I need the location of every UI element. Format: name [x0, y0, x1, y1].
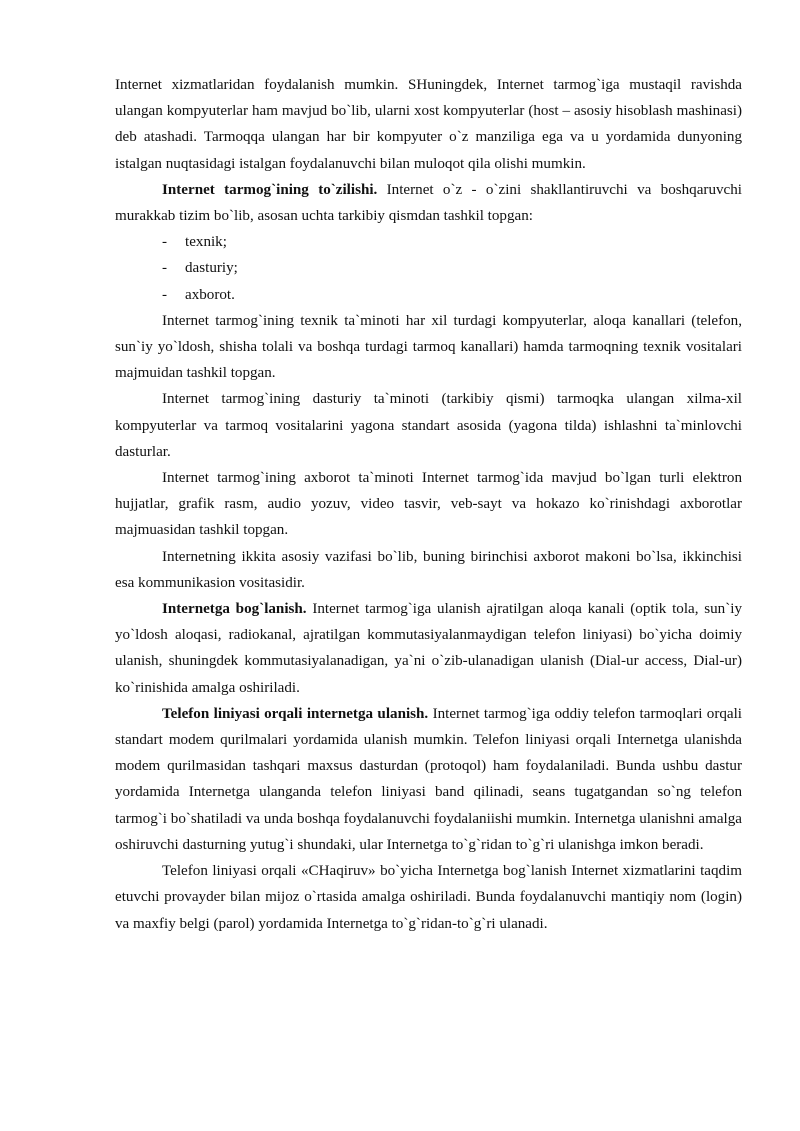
dash-marker: - [162, 286, 168, 303]
paragraph-internet-connection-body: Internet tarmog`iga ulanish ajratilgan aloqa kanali (optik tola, sun`iy yo`ldosh aloqasi, radiokanal, ajratilgan kommutasiyalanmaydigan telefon liniyasi) bo`yicha doimiy ulanish, shuningdek kommutasiyalanadigan, ya`ni o`zib-ulanadigan ulanish (Dial-ur access, Dial-ur) ko`rinishida amalga oshiriladi. [115, 601, 742, 696]
paragraph-phone-line-connection [115, 701, 742, 858]
paragraph-information-support: Internet tarmog`ining axborot ta`minoti Internet tarmog`ida mavjud bo`lgan turli elektron hujjatlar, grafik rasm, audio yozuv, video tasvir, veb-sayt va hokazo ko`rinishdagi axborotlar majmuasidan tashkil topgan. [115, 470, 742, 539]
paragraph-internet-structure [115, 177, 742, 229]
paragraph-dial-up-connection: Telefon liniyasi orqali «CHaqiruv» bo`yicha Internetga bog`lanish Internet xizmatlarini taqdim etuvchi provayder bilan mijoz o`rtasida amalga oshiriladi. Bunda foydalanuvchi mantiqiy nom (login) va maxfiy belgi (parol) yordamida Internetga to`g`ridan-to`g`ri ulanadi. [115, 863, 742, 932]
list-item [115, 282, 742, 308]
list-item-text: texnik; [185, 234, 227, 251]
heading-internet-structure: Internet tarmog`ining to`zilishi. [162, 181, 378, 198]
paragraph-technical-support: Internet tarmog`ining texnik ta`minoti har xil turdagi kompyuterlar, aloqa kanallari (telefon, sun`iy yo`ldosh, shisha tolali va boshqa turdagi tarmoq kanallari) hamda tarmoqning texnik vositalari majmuidan tashkil topgan. [115, 312, 742, 382]
list-item [115, 255, 742, 281]
list-item [115, 229, 742, 255]
list-item-text: dasturiy; [185, 260, 238, 277]
components-list [115, 229, 742, 308]
document-page [115, 72, 742, 937]
paragraph-internet-services: Internet xizmatlaridan foydalanish mumkin. SHuningdek, Internet tarmog`iga mustaqil ravishda ulangan kompyuterlar ham mavjud bo`lib, ularni xost kompyuterlar (host – asosiy hisoblash mashinasi) deb atashadi. Tarmoqqa ulangan har bir kompyuter o`z manziliga ega va u yordamida dunyoning istalgan nuqtasidagi istalgan foydalanuvchi bilan muloqot qila olishi mumkin. [115, 77, 742, 172]
paragraph-phone-line-connection-body: Internet tarmog`iga oddiy telefon tarmoqlari orqali standart modem qurilmalari yordamida ulanish mumkin. Telefon liniyasi orqali Internetga ulanishda modem qurilmasidan tashqari maxsus dasturdan (protoqol) ham foydalaniladi. Bunda ushbu dastur yordamida Internetga ulanganda telefon liniyasi band qilinadi, seans tugatgandan so`ng telefon tarmog`i bo`shatiladi va unda boshqa foydalanuvchi foydalaniishi mumkin. Internetga ulanishni amalga oshiruvchi dasturning yutug`i shundaki, ular Internetga to`g`ridan to`g`ri ulanishga imkon beradi. [115, 705, 743, 853]
paragraph-internet-structure-body: Internet o`z - o`zini shakllantiruvchi va boshqaruvchi murakkab tizim bo`lib, asosan uchta tarkibiy qismdan tashkil topgan: [115, 181, 742, 225]
dash-marker: - [162, 234, 168, 251]
paragraph-software-support: Internet tarmog`ining dasturiy ta`minoti (tarkibiy qismi) tarmoqka ulangan xilma-xil kompyuterlar va tarmoq vositalarini yagona standart asosida (yagona tilda) ishlashni ta`minlovchi dasturlar. [115, 391, 742, 460]
heading-phone-line-connection: Telefon liniyasi orqali internetga ulanish. [162, 705, 429, 722]
dash-marker: - [162, 260, 168, 277]
heading-internet-connection: Internetga bog`lanish. [162, 601, 307, 618]
list-item-text: axborot. [185, 286, 235, 303]
paragraph-internet-functions: Internetning ikkita asosiy vazifasi bo`lib, buning birinchisi axborot makoni bo`lsa, ikkinchisi esa kommunikasion vositasidir. [115, 548, 742, 591]
paragraph-internet-connection [115, 596, 742, 701]
